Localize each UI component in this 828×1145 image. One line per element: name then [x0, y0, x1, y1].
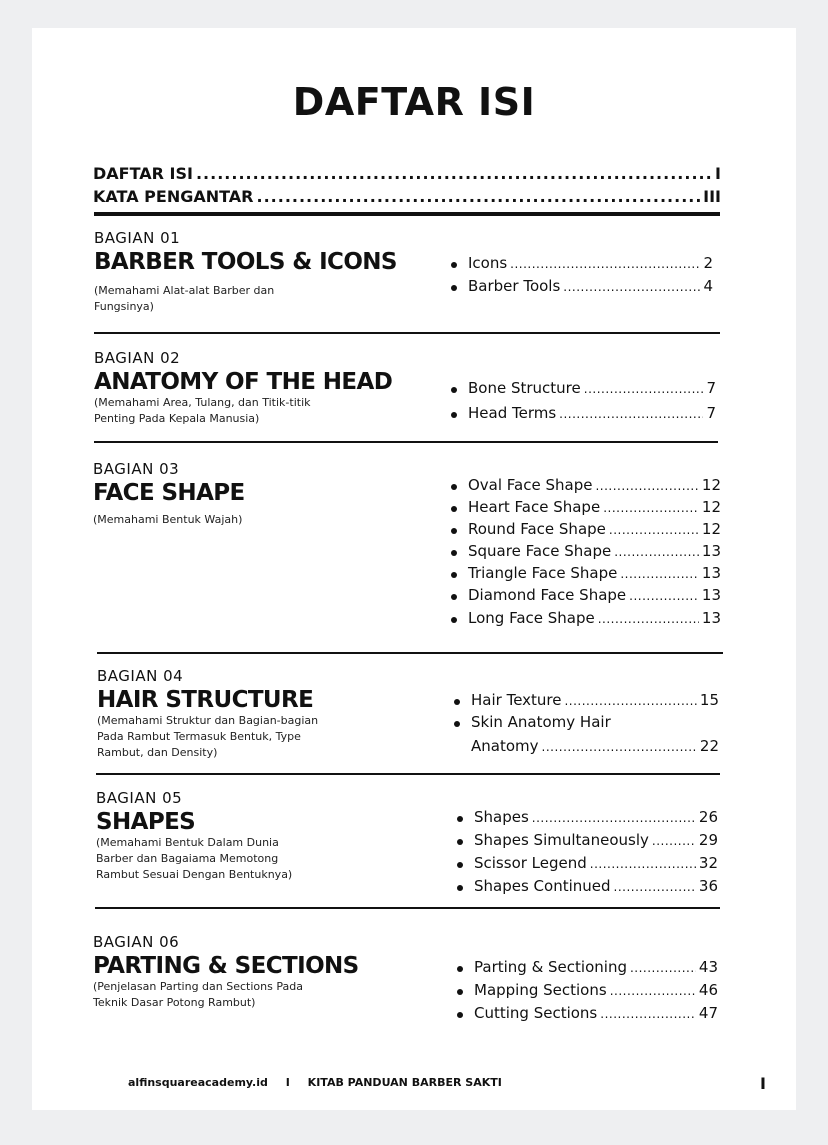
footer: [128, 1076, 502, 1089]
divider-thick: [94, 212, 720, 216]
section-number: BAGIAN 06: [93, 933, 180, 951]
section-number: BAGIAN 03: [93, 460, 180, 478]
section-05: [96, 789, 292, 883]
list-item: Head Terms ..... 7: [448, 404, 716, 429]
section-title: HAIR STRUCTURE: [97, 687, 314, 713]
section-title: BARBER TOOLS & ICONS: [94, 249, 397, 275]
section-03: [93, 460, 245, 528]
list-item: Shapes ..... 26: [454, 808, 718, 831]
section-03-items: [448, 476, 721, 631]
section-06: [93, 933, 359, 1011]
toc-entry-label: KATA PENGANTAR: [93, 187, 254, 206]
divider: [96, 773, 720, 775]
list-item: Bone Structure ..... 7: [448, 379, 716, 404]
toc-entry-kata-pengantar: [93, 187, 721, 206]
list-item: Shapes Continued ..... 36: [454, 877, 718, 900]
list-item: Diamond Face Shape ..... 13: [448, 586, 721, 609]
section-04-items: [451, 691, 719, 759]
toc-entry-page: III: [703, 187, 721, 206]
list-item: Icons ..... 2: [448, 254, 713, 277]
list-item: Heart Face Shape ..... 12: [448, 498, 721, 520]
dot-leader: [257, 187, 701, 206]
dot-leader: [196, 164, 712, 183]
toc-entry-page: I: [715, 164, 721, 183]
divider: [94, 441, 718, 443]
list-item: Triangle Face Shape ..... 13: [448, 564, 721, 586]
section-description: (Memahami Area, Tulang, dan Titik-titik Penting Pada Kepala Manusia): [94, 396, 311, 425]
section-title: FACE SHAPE: [93, 480, 245, 506]
list-item: Scissor Legend ..... 32: [454, 854, 718, 877]
section-01-items: [448, 254, 713, 300]
section-description: (Memahami Bentuk Dalam Dunia Barber dan Bagaiama Memotong Rambut Sesuai Dengan Bentuknya): [96, 836, 293, 881]
section-number: BAGIAN 01: [94, 229, 181, 247]
section-01: [94, 229, 397, 315]
list-item: Square Face Shape ..... 13: [448, 542, 721, 564]
list-item: Shapes Simultaneously ..... 29: [454, 831, 718, 854]
list-item: Hair Texture ..... 15: [451, 691, 719, 713]
section-title: SHAPES: [96, 809, 196, 835]
section-02: [94, 349, 392, 427]
section-number: BAGIAN 04: [97, 667, 184, 685]
list-item: Cutting Sections ..... 47: [454, 1004, 718, 1027]
divider: [97, 652, 723, 654]
section-title: PARTING & SECTIONS: [93, 953, 359, 979]
footer-website: alfinsquareacademy.id: [128, 1076, 268, 1089]
list-item: Long Face Shape ..... 13: [448, 609, 721, 631]
list-item: Mapping Sections ..... 46: [454, 981, 718, 1004]
section-02-items: [448, 379, 716, 429]
list-item: Skin Anatomy Hair Anatomy ..... 22: [451, 713, 719, 759]
section-06-items: [454, 958, 718, 1027]
divider: [95, 907, 720, 909]
section-number: BAGIAN 05: [96, 789, 183, 807]
section-description: (Memahami Alat-alat Barber dan Fungsinya): [94, 284, 275, 313]
list-item: Oval Face Shape ..... 12: [448, 476, 721, 498]
toc-entry-daftar-isi: [93, 164, 721, 183]
footer-page-number: I: [760, 1074, 766, 1093]
page-title: DAFTAR ISI: [292, 80, 536, 124]
section-description: (Penjelasan Parting dan Sections Pada Teknik Dasar Potong Rambut): [93, 980, 303, 1009]
section-description: (Memahami Bentuk Wajah): [93, 513, 243, 526]
toc-entry-label: DAFTAR ISI: [93, 164, 193, 183]
list-item: Parting & Sectioning ..... 43: [454, 958, 718, 981]
document-page: [32, 28, 796, 1110]
section-05-items: [454, 808, 718, 900]
section-title: ANATOMY OF THE HEAD: [94, 369, 393, 395]
divider: [94, 332, 720, 334]
section-description: (Memahami Struktur dan Bagian-bagian Pada Rambut Termasuk Bentuk, Type Rambut, dan Density): [97, 714, 319, 759]
footer-book-title: KITAB PANDUAN BARBER SAKTI: [307, 1076, 502, 1089]
section-number: BAGIAN 02: [94, 349, 181, 367]
list-item: Round Face Shape ..... 12: [448, 520, 721, 542]
list-item: Barber Tools ..... 4: [448, 277, 713, 300]
section-04: [97, 667, 318, 761]
footer-separator: I: [285, 1076, 290, 1089]
